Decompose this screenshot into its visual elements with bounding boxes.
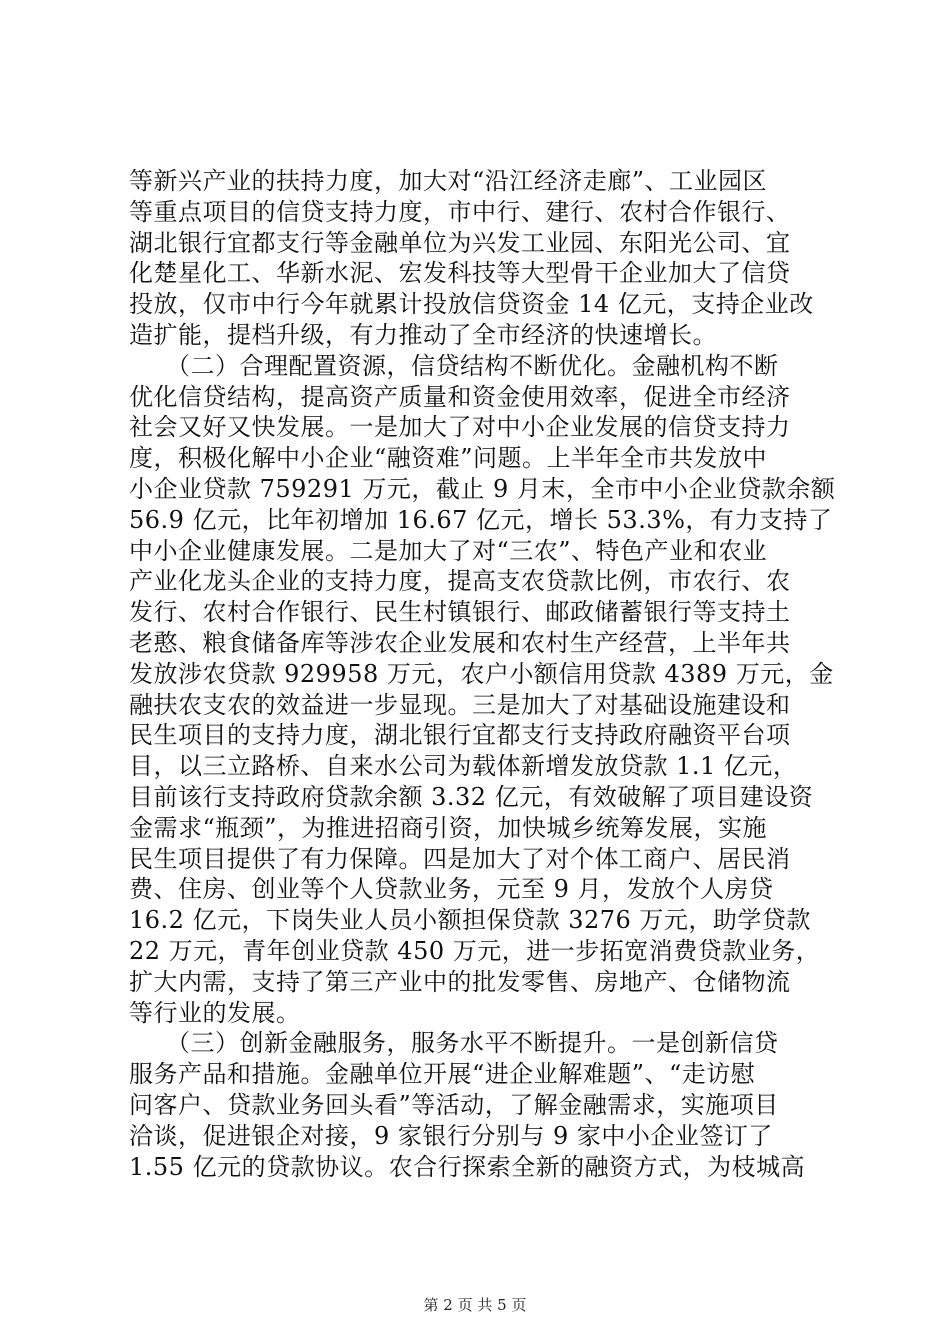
text-line: 洽谈，促进银企对接，9 家银行分别与 9 家中小企业签订了 bbox=[129, 1121, 773, 1150]
text-line: 等行业的发展。 bbox=[129, 998, 301, 1027]
text-line: 服务产品和措施。金融单位开展“进企业解难题”、“走访慰 bbox=[129, 1060, 756, 1089]
text-line: 中小企业健康发展。二是加大了对“三农”、特色产业和农业 bbox=[129, 536, 768, 565]
text-line: 湖北银行宜都支行等金融单位为兴发工业园、东阳光公司、宜 bbox=[129, 228, 791, 257]
document-body bbox=[129, 166, 836, 1182]
text-line: 民生项目的支持力度，湖北银行宜都支行支持政府融资平台项 bbox=[129, 721, 791, 750]
text-line: 社会又好又快发展。一是加大了对中小企业发展的信贷支持力 bbox=[129, 413, 791, 442]
text-line: 老憨、粮食储备库等涉农企业发展和农村生产经营，上半年共 bbox=[129, 628, 791, 657]
text-line: 产业化龙头企业的支持力度，提高支农贷款比例，市农行、农 bbox=[129, 567, 791, 596]
text-line: 民生项目提供了有力保障。四是加大了对个体工商户、居民消 bbox=[129, 844, 791, 873]
text-line: 发放涉农贷款 929958 万元，农户小额信用贷款 4389 万元，金 bbox=[129, 659, 834, 688]
text-line: 发行、农村合作银行、民生村镇银行、邮政储蓄银行等支持土 bbox=[129, 598, 791, 627]
page-footer bbox=[0, 1295, 950, 1315]
text-line: 优化信贷结构，提高资产质量和资金使用效率，促进全市经济 bbox=[129, 382, 791, 411]
text-line: 目前该行支持政府贷款余额 3.32 亿元，有效破解了项目建设资 bbox=[129, 782, 814, 811]
text-line: 目，以三立路桥、自来水公司为载体新增发放贷款 1.1 亿元， bbox=[129, 752, 798, 781]
text-line: 度，积极化解中小企业“融资难”问题。上半年全市共发放中 bbox=[129, 444, 768, 473]
text-line: （三）创新金融服务，服务水平不断提升。一是创新信贷 bbox=[129, 1029, 779, 1058]
text-line: 化楚星化工、华新水泥、宏发科技等大型骨干企业加大了信贷 bbox=[129, 259, 791, 288]
text-line: 等新兴产业的扶持力度，加大对“沿江经济走廊”、工业园区 bbox=[129, 167, 768, 195]
text-line: 问客户、贷款业务回头看”等活动，了解金融需求，实施项目 bbox=[129, 1090, 779, 1119]
text-line: 投放，仅市中行今年就累计投放信贷资金 14 亿元，支持企业改 bbox=[129, 290, 814, 319]
text-line: 56.9 亿元，比年初增加 16.67 亿元，增长 53.3%，有力支持了 bbox=[129, 505, 833, 534]
text-line: 融扶农支农的效益进一步显现。三是加大了对基础设施建设和 bbox=[129, 690, 791, 719]
text-line: 扩大内需，支持了第三产业中的批发零售、房地产、仓储物流 bbox=[129, 967, 791, 996]
text-line: 等重点项目的信贷支持力度，市中行、建行、农村合作银行、 bbox=[129, 197, 791, 226]
text-line: 1.55 亿元的贷款协议。农合行探索全新的融资方式，为枝城高 bbox=[129, 1152, 806, 1181]
text-line: 22 万元，青年创业贷款 450 万元，进一步拓宽消费贷款业务， bbox=[129, 936, 821, 965]
text-line: 费、住房、创业等个人贷款业务，元至 9 月，发放个人房贷 bbox=[129, 875, 774, 904]
text-line: 造扩能，提档升级，有力推动了全市经济的快速增长。 bbox=[129, 320, 717, 349]
page-number-label: 第 2 页 共 5 页 bbox=[423, 1296, 527, 1314]
text-line: 金需求“瓶颈”，为推进招商引资，加快城乡统筹发展，实施 bbox=[129, 813, 768, 842]
text-line: （二）合理配置资源，信贷结构不断优化。金融机构不断 bbox=[129, 351, 779, 380]
text-line: 小企业贷款 759291 万元，截止 9 月末，全市中小企业贷款余额 bbox=[129, 474, 836, 503]
text-line: 16.2 亿元，下岗失业人员小额担保贷款 3276 万元，助学贷款 bbox=[129, 906, 811, 935]
